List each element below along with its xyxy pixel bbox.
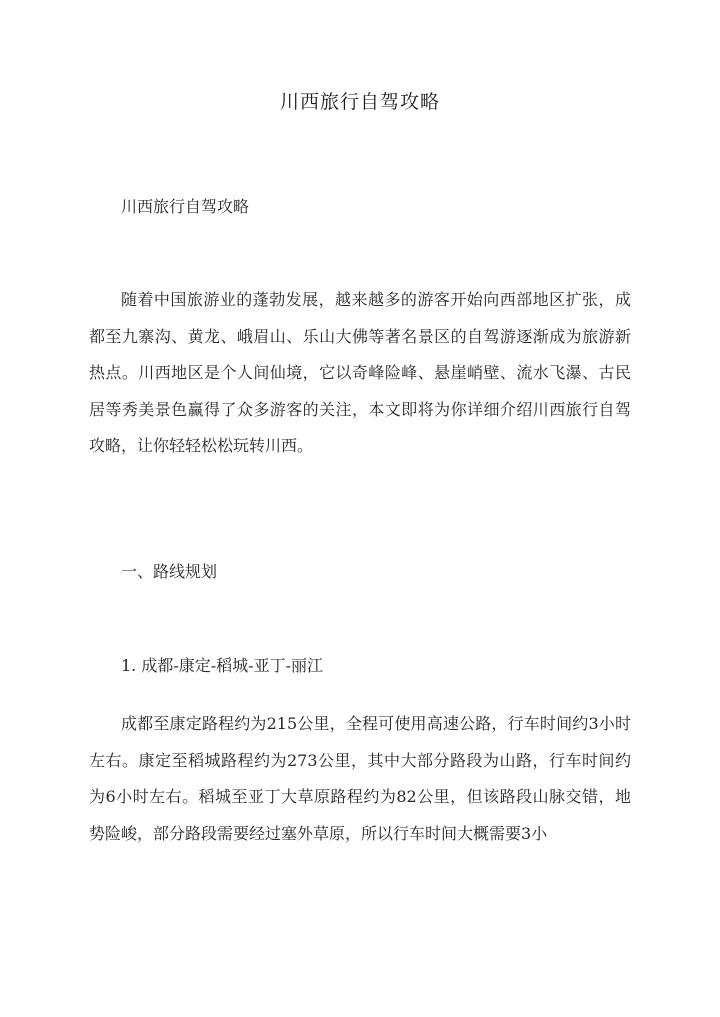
- document-subtitle: 川西旅行自驾攻略: [121, 197, 250, 216]
- document-title: 川西旅行自驾攻略: [279, 91, 440, 113]
- intro-paragraph: 随着中国旅游业的蓬勃发展，越来越多的游客开始向西部地区扩张，成都至九寨沟、黄龙、峨眉山、乐山大佛等著名景区的自驾游逐渐成为旅游新热点。川西地区是个人间仙境，它以奇峰险峰、悬崖峭壁、流水飞瀑、古民居等秀美景色赢得了众多游客的关注，本文即将为你详细介绍川西旅行自驾攻略，让你轻轻松松玩转川西。: [89, 290, 631, 455]
- route-heading: 1. 成都-康定-稻城-亚丁-丽江: [121, 656, 323, 675]
- section-heading: 一、路线规划: [121, 562, 218, 581]
- route-paragraph: 成都至康定路程约为215公里，全程可使用高速公路，行车时间约3小时左右。康定至稻城路程约为273公里，其中大部分路段为山路，行车时间约为6小时左右。稻城至亚丁大草原路程约为82公里，但该路段山脉交错，地势险峻，部分路段需要经过塞外草原，所以行车时间大概需要3小: [89, 714, 631, 843]
